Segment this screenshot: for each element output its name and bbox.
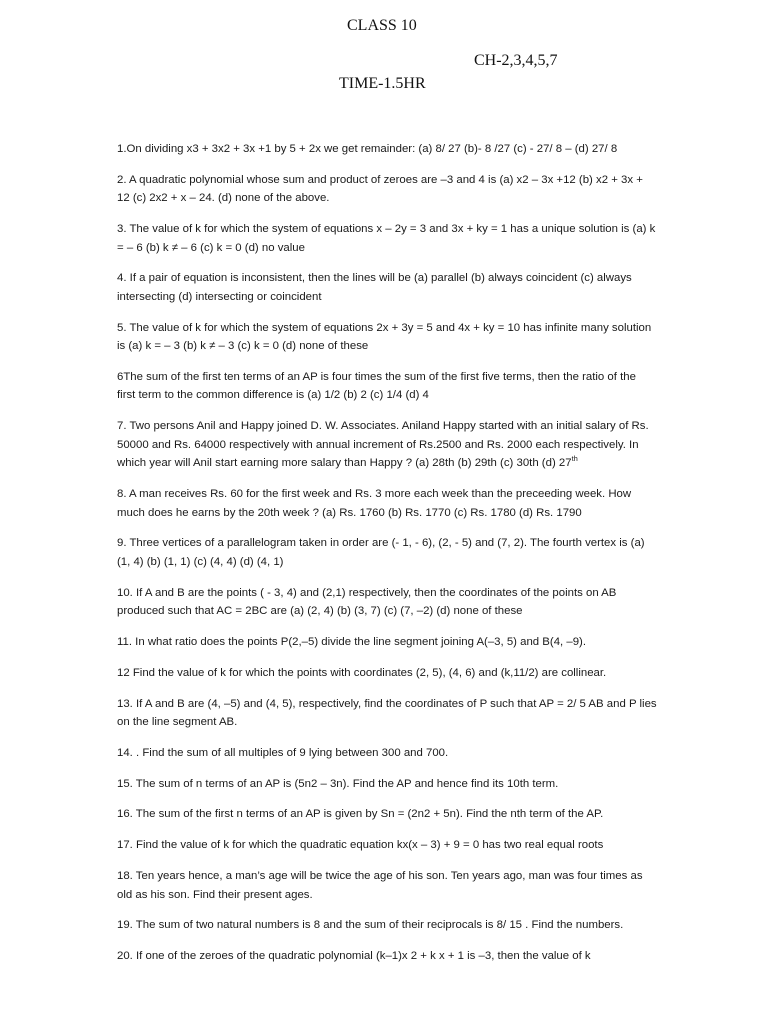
question-4: 4. If a pair of equation is inconsistent, then the lines will be (a) parallel (b) always coincident (c) always intersecting (d) intersecting or coincident xyxy=(117,272,632,303)
question-12: 12 Find the value of k for which the points with coordinates (2, 5), (4, 6) and (k,11/2) are collinear. xyxy=(117,666,607,679)
question-17: 17. Find the value of k for which the quadratic equation kx(x – 3) + 9 = 0 has two real equal roots xyxy=(117,839,604,852)
question-9: 9. Three vertices of a parallelogram taken in order are (- 1, - 6), (2, - 5) and (7, 2). The fourth vertex is (a) (1, 4) (b) (1, 1) (c) (4, 4) (d) (4, 1) xyxy=(117,537,645,568)
question-list xyxy=(117,140,657,978)
question-16: 16. The sum of the first n terms of an AP is given by Sn = (2n2 + 5n). Find the nth term of the AP. xyxy=(117,808,604,821)
question-14: 14. . Find the sum of all multiples of 9 lying between 300 and 700. xyxy=(117,746,449,759)
question-2: 2. A quadratic polynomial whose sum and product of zeroes are –3 and 4 is (a) x2 – 3x +12 (b) x2 + 3x + 12 (c) 2x2 + x – 24. (d) none of the above. xyxy=(117,173,643,205)
question-8: 8. A man receives Rs. 60 for the first week and Rs. 3 more each week than the preceeding week. How much does he earns by the 20th week ? (a) Rs. 1760 (b) Rs. 1770 (c) Rs. 1780 (d) Rs. 1790 xyxy=(117,488,632,519)
question-15: 15. The sum of n terms of an AP is (5n2 – 3n). Find the AP and hence find its 10th term. xyxy=(117,777,559,790)
question-5: 5. The value of k for which the system of equations 2x + 3y = 5 and 4x + ky = 10 has infinite many solution is (a) k = – 3 (b) k ≠ – 3 (c) k = 0 (d) none of these xyxy=(117,321,652,353)
time-label: TIME-1.5HR xyxy=(339,75,426,92)
question-7 xyxy=(117,417,657,473)
question-13: 13. If A and B are (4, –5) and (4, 5), respectively, find the coordinates of P such that AP = 2/ 5 AB and P lies on the line segment AB. xyxy=(117,697,657,729)
question-10: 10. If A and B are the points ( - 3, 4) and (2,1) respectively, then the coordinates of the points on AB produced such that AC = 2BC are (a) (2, 4) (b) (3, 7) (c) (7, –2) (d) none of these xyxy=(117,586,617,618)
question-19: 19. The sum of two natural numbers is 8 and the sum of their reciprocals is 8/ 15 . Find the numbers. xyxy=(117,919,624,932)
question-1: 1.On dividing x3 + 3x2 + 3x +1 by 5 + 2x we get remainder: (a) 8/ 27 (b)- 8 /27 (c) - 27/ 8 – (d) 27/ 8 xyxy=(117,143,618,155)
question-20: 20. If one of the zeroes of the quadratic polynomial (k–1)x 2 + k x + 1 is –3, then the value of k xyxy=(117,950,591,963)
class-title: CLASS 10 xyxy=(347,17,417,34)
question-11: 11. In what ratio does the points P(2,–5) divide the line segment joining A(–3, 5) and B(4, –9). xyxy=(117,635,586,648)
question-7-superscript: th xyxy=(571,454,578,464)
chapters-label: CH-2,3,4,5,7 xyxy=(474,52,558,69)
question-6: 6The sum of the first ten terms of an AP is four times the sum of the first five terms, then the ratio of the first term to the common difference is (a) 1/2 (b) 2 (c) 1/4 (d) 4 xyxy=(117,370,636,402)
question-7-text: 7. Two persons Anil and Happy joined D. W. Associates. Aniland Happy started with an initial salary of Rs. 50000 and Rs. 64000 respectively with annual increment of Rs.2500 and Rs. 2000 each respectively. In which year will Anil start earning more salary than Happy ? (a) 28th (b) 29th (c) 30th (d) 27 xyxy=(117,420,649,470)
question-3: 3. The value of k for which the system of equations x – 2y = 3 and 3x + ky = 1 has a unique solution is (a) k = – 6 (b) k ≠ – 6 (c) k = 0 (d) no value xyxy=(117,223,656,254)
question-18: 18. Ten years hence, a man’s age will be twice the age of his son. Ten years ago, man was four times as old as his son. Find their present ages. xyxy=(117,870,643,901)
